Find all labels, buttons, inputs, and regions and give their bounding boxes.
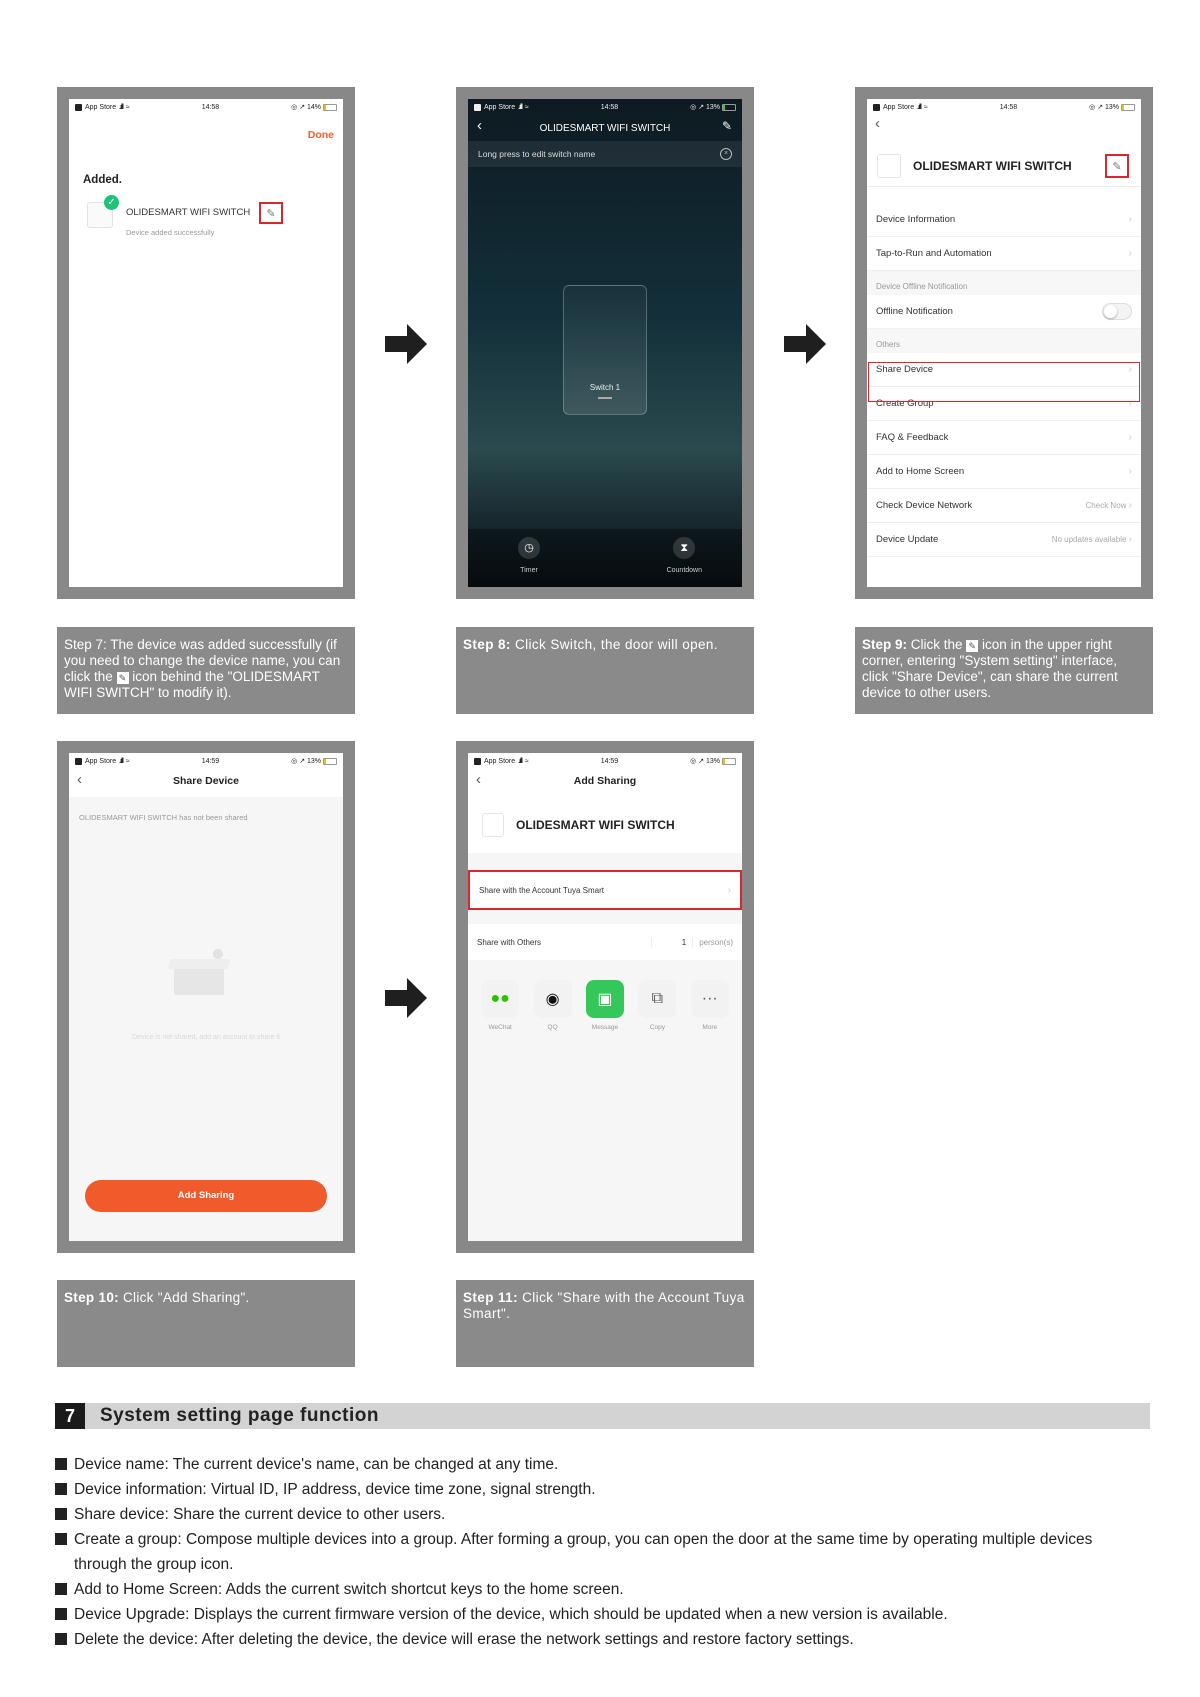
edit-name-icon[interactable]: ✎ bbox=[1105, 154, 1129, 178]
chevron-right-icon: › bbox=[1128, 214, 1132, 225]
caption-step9: Step 9: Click the ✎ icon in the upper right corner, entering "System setting" interface, click "Share Device", can share the current device to other users. bbox=[855, 627, 1153, 714]
faq-feedback-item[interactable]: FAQ & Feedback › bbox=[867, 421, 1141, 455]
status-bar: App Store .ıll ≈ 14:59 ◎ ↗ 13% bbox=[468, 753, 742, 769]
status-bar: App Store .ıll ≈ 14:58 ◎ ↗ 13% bbox=[468, 99, 742, 115]
message-share[interactable]: ▣ Message bbox=[586, 980, 624, 1031]
appstore-icon bbox=[75, 104, 82, 111]
arrow-right-icon bbox=[385, 324, 427, 364]
qq-penguin-icon: ◉ bbox=[534, 980, 572, 1018]
check-icon: ✓ bbox=[104, 195, 119, 210]
battery-icon bbox=[323, 104, 337, 111]
share-account-row[interactable]: Share with the Account Tuya Smart › bbox=[468, 870, 742, 910]
done-button[interactable]: Done bbox=[307, 129, 334, 141]
share-device-item[interactable]: Share Device › bbox=[867, 353, 1141, 387]
not-shared-text: OLIDESMART WIFI SWITCH has not been shared bbox=[79, 813, 248, 822]
more-icon: ··· bbox=[691, 980, 729, 1018]
device-added-text: Device added successfully bbox=[126, 228, 215, 237]
battery-icon bbox=[1121, 104, 1135, 111]
appstore-icon bbox=[75, 758, 82, 765]
added-heading: Added. bbox=[83, 174, 122, 186]
chevron-right-icon: › bbox=[1128, 432, 1132, 443]
check-network-item[interactable]: Check Device Network Check Now › bbox=[867, 489, 1141, 523]
phone-frame-step8 bbox=[456, 87, 754, 599]
back-icon[interactable]: ‹ bbox=[477, 117, 482, 134]
switch-indicator bbox=[598, 397, 612, 399]
tap-to-run-item[interactable]: Tap-to-Run and Automation › bbox=[867, 237, 1141, 271]
section-title: System setting page function bbox=[100, 1405, 379, 1426]
list-item: Create a group: Compose multiple devices into a group. After forming a group, you can open the door at the same time by operating multiple devices through the group icon. bbox=[55, 1527, 1115, 1577]
empty-box-icon bbox=[169, 949, 229, 997]
battery-icon bbox=[323, 758, 337, 765]
edit-icon: ✎ bbox=[117, 672, 129, 684]
offline-notification-item: Offline Notification bbox=[867, 295, 1141, 329]
highlight-share-device bbox=[868, 362, 1140, 402]
screen-title: Share Device bbox=[173, 775, 239, 787]
nav-bar bbox=[468, 769, 742, 797]
countdown-button[interactable]: ⧗ Countdown bbox=[667, 537, 702, 574]
status-bar: App Store .ıll ≈ 14:58 ◎ ↗ 14% bbox=[69, 99, 343, 115]
appstore-icon bbox=[474, 104, 481, 111]
screen-title: OLIDESMART WIFI SWITCH bbox=[539, 123, 671, 134]
chevron-right-icon: › bbox=[1128, 398, 1132, 409]
create-group-item[interactable]: Create Group › bbox=[867, 387, 1141, 421]
screen-step10 bbox=[69, 753, 343, 1241]
phone-frame-step10 bbox=[57, 741, 355, 1253]
battery-icon bbox=[722, 758, 736, 765]
clock-icon: ◷ bbox=[518, 537, 540, 559]
phone-frame-step7 bbox=[57, 87, 355, 599]
add-home-screen-item[interactable]: Add to Home Screen › bbox=[867, 455, 1141, 489]
timer-button[interactable]: ◷ Timer bbox=[518, 537, 540, 574]
screen-step11 bbox=[468, 753, 742, 1241]
edit-icon[interactable]: ✎ bbox=[721, 119, 732, 133]
list-item: Add to Home Screen: Adds the current switch shortcut keys to the home screen. bbox=[55, 1577, 1115, 1602]
appstore-icon bbox=[873, 104, 880, 111]
device-header: OLIDESMART WIFI SWITCH bbox=[867, 145, 1141, 187]
message-icon: ▣ bbox=[586, 980, 624, 1018]
section-number: 7 bbox=[55, 1403, 85, 1429]
screen-step7 bbox=[69, 99, 343, 587]
device-information-item[interactable]: Device Information › bbox=[867, 203, 1141, 237]
nav-bar bbox=[69, 769, 343, 797]
device-thumb bbox=[482, 813, 504, 837]
device-update-item[interactable]: Device Update No updates available › bbox=[867, 523, 1141, 557]
chevron-right-icon: › bbox=[1128, 500, 1132, 511]
caption-step8: Step 8: Click Switch, the door will open. bbox=[456, 627, 754, 714]
chevron-right-icon: › bbox=[1128, 364, 1132, 375]
device-thumb bbox=[877, 154, 901, 178]
caption-step7: Step 7: The device was added successfully (if you need to change the device name, you can click the ✎ icon behind the "OLIDESMART WIFI SWITCH" to modify it). bbox=[57, 627, 355, 714]
chevron-right-icon: › bbox=[1128, 534, 1132, 545]
share-apps bbox=[468, 964, 742, 1031]
arrow-right-icon bbox=[385, 978, 427, 1018]
wechat-share[interactable]: ●● WeChat bbox=[481, 980, 519, 1031]
battery-icon bbox=[722, 104, 736, 111]
phone-frame-step11 bbox=[456, 741, 754, 1253]
status-bar: App Store .ıll ≈ 14:59 ◎ ↗ 13% bbox=[69, 753, 343, 769]
screen-title: Add Sharing bbox=[573, 775, 637, 787]
back-icon[interactable]: ‹ bbox=[77, 771, 82, 788]
copy-icon: ⧉ bbox=[638, 980, 676, 1018]
phone-frame-step9 bbox=[855, 87, 1153, 599]
status-bar: App Store .ıll ≈ 14:58 ◎ ↗ 13% bbox=[867, 99, 1141, 115]
empty-hint: Device is not shared, add an account to share it bbox=[132, 1034, 280, 1041]
section-label: Device Offline Notification bbox=[867, 271, 1141, 295]
close-hint-icon[interactable]: × bbox=[720, 148, 732, 160]
list-item: Device name: The current device's name, can be changed at any time. bbox=[55, 1452, 1115, 1477]
back-icon[interactable]: ‹ bbox=[875, 115, 880, 132]
feature-list bbox=[55, 1452, 1115, 1652]
chevron-right-icon: › bbox=[727, 884, 731, 896]
bottom-bar bbox=[468, 529, 742, 587]
switch-1-button[interactable]: Switch 1 bbox=[563, 285, 647, 415]
list-item: Device information: Virtual ID, IP address, device time zone, signal strength. bbox=[55, 1477, 1115, 1502]
copy-share[interactable]: ⧉ Copy bbox=[638, 980, 676, 1031]
offline-toggle[interactable] bbox=[1102, 303, 1132, 320]
share-others-row: Share with Others 1 person(s) bbox=[468, 924, 742, 960]
list-item: Device Upgrade: Displays the current firmware version of the device, which should be updated when a new version is available. bbox=[55, 1602, 1115, 1627]
hint-bar: Long press to edit switch name × bbox=[468, 141, 742, 167]
device-header: OLIDESMART WIFI SWITCH bbox=[468, 797, 742, 853]
edit-icon: ✎ bbox=[966, 640, 978, 652]
chevron-right-icon: › bbox=[1128, 466, 1132, 477]
arrow-right-icon bbox=[784, 324, 826, 364]
add-sharing-button[interactable]: Add Sharing bbox=[85, 1180, 327, 1212]
section-header bbox=[55, 1403, 1150, 1429]
back-icon[interactable]: ‹ bbox=[476, 771, 481, 788]
device-name: OLIDESMART WIFI SWITCH bbox=[126, 207, 251, 218]
more-share[interactable]: ··· More bbox=[691, 980, 729, 1031]
chevron-right-icon: › bbox=[1128, 248, 1132, 259]
caption-step10: Step 10: Click "Add Sharing". bbox=[57, 1280, 355, 1367]
section-label: Others bbox=[867, 329, 1141, 353]
qq-share[interactable]: ◉ QQ bbox=[534, 980, 572, 1031]
appstore-icon bbox=[474, 758, 481, 765]
list-item: Delete the device: After deleting the device, the device will erase the network settings and restore factory settings. bbox=[55, 1627, 1115, 1652]
hourglass-icon: ⧗ bbox=[673, 537, 695, 559]
screen-step8 bbox=[468, 99, 742, 587]
edit-name-icon[interactable]: ✎ bbox=[259, 202, 283, 224]
caption-step11: Step 11: Click "Share with the Account Tuya Smart". bbox=[456, 1280, 754, 1367]
person-count[interactable]: 1 bbox=[651, 938, 693, 947]
list-item: Share device: Share the current device to other users. bbox=[55, 1502, 1115, 1527]
screen-step9 bbox=[867, 99, 1141, 587]
wechat-icon: ●● bbox=[481, 980, 519, 1018]
